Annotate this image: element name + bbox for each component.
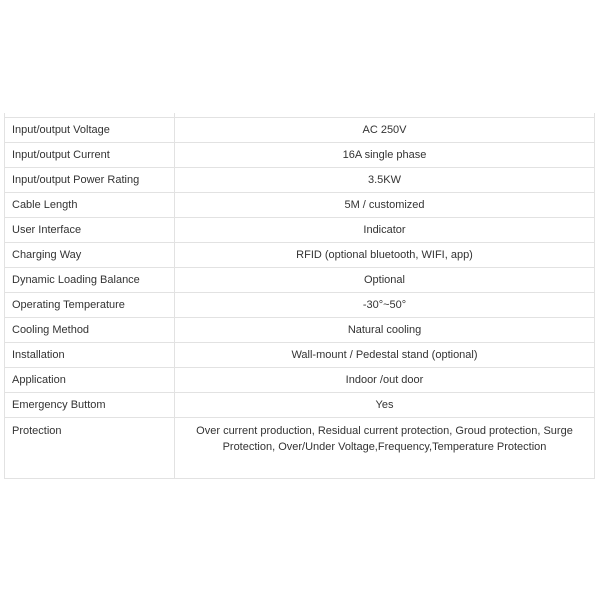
spec-label: Input/output Power Rating	[5, 168, 175, 193]
spec-label: Input/output Voltage	[5, 118, 175, 143]
spec-value: 16A single phase	[175, 143, 595, 168]
spec-label: Cooling Method	[5, 318, 175, 343]
table-row	[5, 393, 595, 418]
spec-table-body	[5, 113, 595, 479]
table-row	[5, 343, 595, 368]
table-row	[5, 218, 595, 243]
table-row	[5, 293, 595, 318]
spec-table	[4, 113, 595, 479]
spec-label: Cable Length	[5, 193, 175, 218]
table-row	[5, 268, 595, 293]
spec-value: Wall-mount / Pedestal stand (optional)	[175, 343, 595, 368]
table-row	[5, 193, 595, 218]
table-row	[5, 168, 595, 193]
spec-value: Indicator	[175, 218, 595, 243]
table-row	[5, 318, 595, 343]
spec-value: -30°~50°	[175, 293, 595, 318]
spec-value: Indoor /out door	[175, 368, 595, 393]
table-row	[5, 243, 595, 268]
spec-label: Operating Temperature	[5, 293, 175, 318]
table-row	[5, 368, 595, 393]
spec-value: 5M / customized	[175, 193, 595, 218]
spec-label: User Interface	[5, 218, 175, 243]
spec-label: Emergency Buttom	[5, 393, 175, 418]
spec-value: 3.5KW	[175, 168, 595, 193]
spec-value: Optional	[175, 268, 595, 293]
table-row	[5, 418, 595, 479]
spec-label: Installation	[5, 343, 175, 368]
spec-value: Natural cooling	[175, 318, 595, 343]
spec-value: Yes	[175, 393, 595, 418]
table-row	[5, 118, 595, 143]
spec-value: AC 250V	[175, 118, 595, 143]
spec-label: Dynamic Loading Balance	[5, 268, 175, 293]
spec-label: Protection	[5, 418, 175, 479]
spec-value: Over current production, Residual current protection, Groud protection, Surge Protection, Over/Under Voltage,Frequency,Temperature Protection	[175, 418, 595, 479]
spec-label: Input/output Current	[5, 143, 175, 168]
spec-label: Charging Way	[5, 243, 175, 268]
spec-label: Application	[5, 368, 175, 393]
spec-value: RFID (optional bluetooth, WIFI, app)	[175, 243, 595, 268]
table-row	[5, 143, 595, 168]
